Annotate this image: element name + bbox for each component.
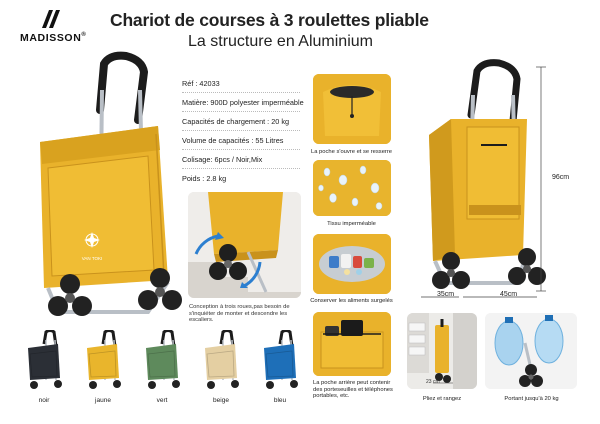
spec-volume: Volume de capacités : 55 Litres	[182, 136, 284, 145]
spec-divider	[182, 130, 300, 131]
back-trolley-image	[415, 55, 565, 305]
color-label-vert: vert	[156, 397, 168, 404]
wheels-stairs-photo	[188, 192, 301, 298]
color-variant-bleu	[258, 330, 302, 390]
bag-print-text: VAN TOKI	[81, 256, 103, 261]
spec-divider	[182, 149, 300, 150]
spec-ref: Réf : 42033	[182, 79, 220, 88]
spec-packaging: Colisage: 6pcs / Noir,Mix	[182, 155, 263, 164]
back-pocket-caption: La poche arrière peut contenir des porteseuilles et téléphones portables, etc.	[313, 380, 393, 400]
madisson-logo-icon	[40, 8, 62, 30]
spec-weight: Poids : 2.8 kg	[182, 174, 227, 183]
waterproof-photo	[313, 160, 391, 216]
fold-photo	[407, 313, 477, 389]
color-variant-beige	[199, 330, 243, 390]
page-subtitle: La structure en Aluminium	[188, 33, 373, 50]
pocket-caption: La poche s'ouvre et se resserre	[310, 149, 393, 155]
waterproof-caption: Tissu imperméable	[327, 221, 376, 227]
width-dimension: 45cm	[500, 291, 518, 298]
color-variant-noir	[22, 330, 66, 390]
color-variant-jaune	[81, 330, 125, 390]
color-label-jaune: jaune	[95, 397, 111, 404]
back-pocket-photo	[313, 312, 391, 376]
spec-capacity: Capacités de chargement : 20 kg	[182, 117, 290, 126]
color-label-beige: beige	[213, 397, 229, 404]
carry-caption: Portant jusqu'à 20 kg	[504, 396, 559, 402]
brand-name: MADISSON®	[20, 32, 87, 44]
main-trolley-image	[18, 50, 183, 325]
brand-logo	[40, 8, 62, 30]
frozen-caption: Conserver les aliments surgelés	[310, 298, 393, 304]
page-title: Chariot de courses à 3 roulettes pliable	[110, 10, 429, 30]
wheels-caption: Conception à trois roues,pas besoin de s'inquiéter de monter et descendre les escaliers.	[189, 304, 290, 324]
color-label-bleu: bleu	[273, 397, 287, 404]
pocket-open-photo	[313, 74, 391, 144]
color-label-noir: noir	[38, 397, 50, 404]
color-variant-vert	[140, 330, 184, 390]
spec-divider	[182, 168, 300, 169]
frozen-food-photo	[313, 234, 391, 294]
depth-dimension: 35cm	[437, 291, 455, 298]
spec-divider	[182, 92, 300, 93]
fold-dimension: 23 cm	[426, 379, 440, 385]
carry-photo	[485, 313, 577, 389]
spec-material: Matière: 900D polyester imperméable	[182, 98, 304, 107]
height-dimension: 96cm	[552, 174, 570, 181]
fold-caption: Pliez et rangez	[422, 396, 462, 402]
spec-divider	[182, 111, 300, 112]
